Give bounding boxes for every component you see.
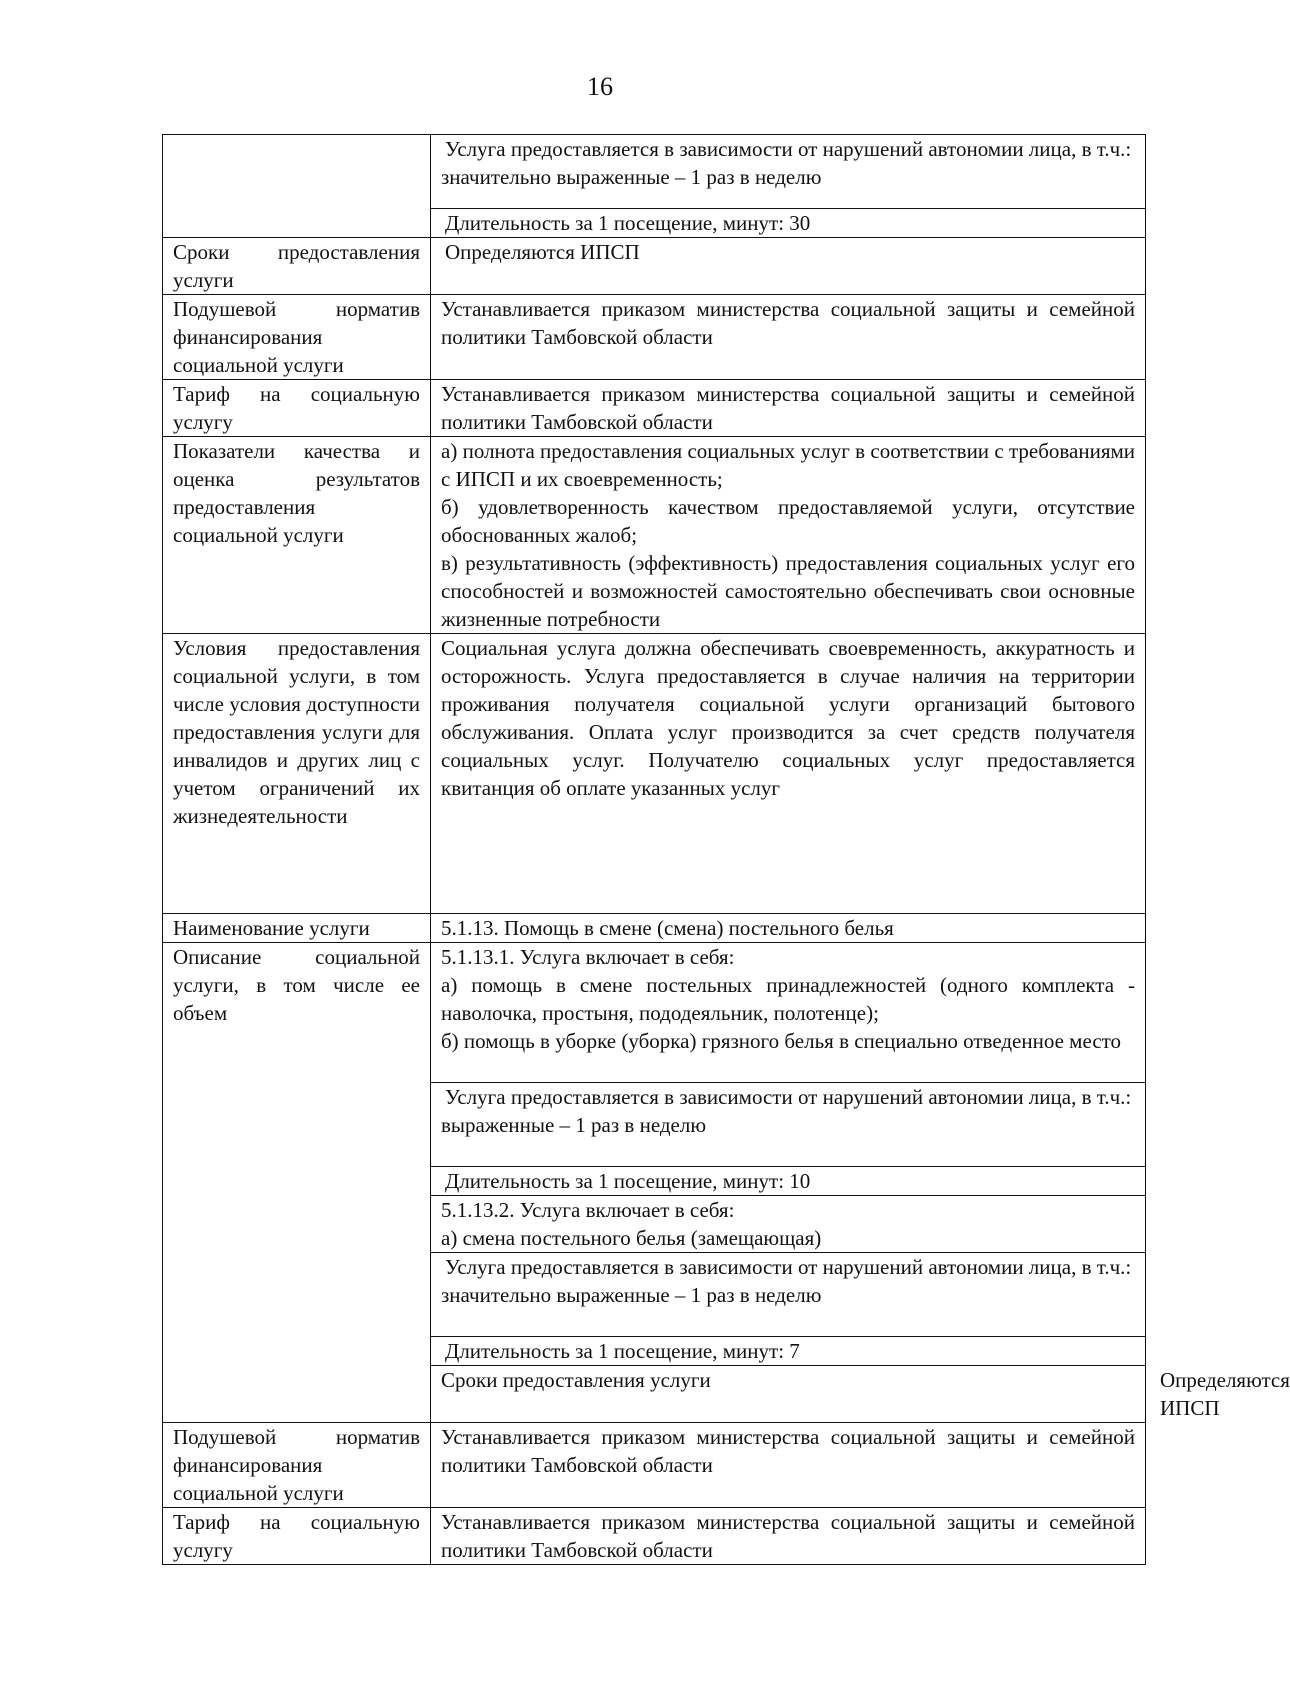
content-paragraph: значительно выраженные – 1 раз в неделю bbox=[441, 165, 822, 189]
row-content bbox=[431, 943, 1146, 1083]
row-content bbox=[431, 295, 1146, 380]
table-row bbox=[163, 943, 1146, 1083]
table-row bbox=[163, 380, 1146, 437]
content-paragraph: Длительность за 1 посещение, минут: 10 bbox=[445, 1169, 811, 1193]
row-content bbox=[431, 437, 1146, 634]
row-content bbox=[431, 238, 1146, 295]
row-content bbox=[431, 914, 1146, 943]
content-paragraph: Устанавливается приказом министерства социальной защиты и семейной политики Тамбовской области bbox=[441, 382, 1135, 434]
content-paragraph: 5.1.13.1. Услуга включает в себя: bbox=[441, 945, 735, 969]
content-paragraph: б) удовлетворенность качеством предоставляемой услуги, отсутствие обоснованных жалоб; bbox=[441, 495, 1135, 547]
content-paragraph: Устанавливается приказом министерства социальной защиты и семейной политики Тамбовской области bbox=[441, 1510, 1135, 1562]
row-label: Описание социальной услуги, в том числе ее объем bbox=[163, 943, 431, 1423]
table-row bbox=[163, 914, 1146, 943]
table-row: Сроки предоставления услуги Определяются ИПСП bbox=[163, 1366, 1146, 1423]
page-number: 16 bbox=[587, 72, 613, 101]
row-content bbox=[431, 135, 1146, 209]
table-row bbox=[163, 295, 1146, 380]
content-paragraph: Устанавливается приказом министерства социальной защиты и семейной политики Тамбовской области bbox=[441, 1425, 1135, 1477]
content-paragraph: а) смена постельного белья (замещающая) bbox=[441, 1226, 822, 1250]
row-content bbox=[431, 1423, 1146, 1508]
row-content bbox=[431, 209, 1146, 238]
row-content bbox=[431, 1508, 1146, 1565]
content-paragraph: Устанавливается приказом министерства социальной защиты и семейной политики Тамбовской области bbox=[441, 297, 1135, 349]
row-label: Показатели качества и оценка результатов предоставления социальной услуги bbox=[163, 437, 431, 634]
table-row bbox=[163, 1423, 1146, 1508]
row-label: Сроки предоставления услуги bbox=[163, 238, 431, 295]
content-paragraph: 5.1.13. Помощь в смене (смена) постельного белья bbox=[441, 916, 894, 940]
row-content bbox=[431, 1253, 1146, 1337]
row-content bbox=[431, 380, 1146, 437]
content-paragraph: Длительность за 1 посещение, минут: 30 bbox=[445, 211, 811, 235]
table-row bbox=[163, 135, 1146, 209]
content-paragraph: б) помощь в уборке (уборка) грязного белья в специально отведенное место bbox=[441, 1029, 1122, 1053]
row-content bbox=[431, 1167, 1146, 1196]
row-content bbox=[431, 1337, 1146, 1366]
content-paragraph: выраженные – 1 раз в неделю bbox=[441, 1113, 707, 1137]
row-label: Условия предоставления социальной услуги, в том числе условия доступности предоставления услуги для инвалидов и других лиц с учетом ограничений их жизнедеятельности bbox=[163, 634, 431, 914]
content-paragraph: Социальная услуга должна обеспечивать своевременность, аккуратность и осторожность. Услуга предоставляется в случае наличия на территории проживания получателя социальной услуги организаций бытового обслуживания. Оплата услуг производится за счет средств получателя социальных услуг. Получателю социальных услуг предоставляется квитанция об оплате указанных услуг bbox=[441, 636, 1135, 800]
content-paragraph: Длительность за 1 посещение, минут: 7 bbox=[445, 1339, 800, 1363]
content-paragraph: а) помощь в смене постельных принадлежностей (одного комплекта - наволочка, простыня, пододеяльник, полотенце); bbox=[441, 973, 1135, 1025]
row-label: Подушевой норматив финансирования социальной услуги bbox=[163, 1423, 431, 1508]
content-paragraph: в) результативность (эффективность) предоставления социальных услуг его способностей и возможностей самостоятельно обеспечивать свои основные жизненные потребности bbox=[441, 551, 1135, 631]
row-label: Сроки предоставления услуги bbox=[431, 1366, 1146, 1423]
content-paragraph: 5.1.13.2. Услуга включает в себя: bbox=[441, 1198, 735, 1222]
row-label-empty bbox=[163, 135, 431, 238]
content-paragraph: Определяются ИПСП bbox=[445, 240, 640, 264]
table-row bbox=[163, 238, 1146, 295]
row-label: Наименование услуги bbox=[163, 914, 431, 943]
row-label: Подушевой норматив финансирования социальной услуги bbox=[163, 295, 431, 380]
content-paragraph: Услуга предоставляется в зависимости от нарушений автономии лица, в т.ч.: bbox=[445, 1085, 1132, 1109]
row-label: Тариф на социальную услугу bbox=[163, 1508, 431, 1565]
content-paragraph: а) полнота предоставления социальных услуг в соответствии с требованиями с ИПСП и их своевременность; bbox=[441, 439, 1135, 491]
table-row bbox=[163, 437, 1146, 634]
table-row bbox=[163, 634, 1146, 914]
row-label: Тариф на социальную услугу bbox=[163, 380, 431, 437]
content-paragraph: значительно выраженные – 1 раз в неделю bbox=[441, 1283, 822, 1307]
row-content bbox=[431, 1196, 1146, 1253]
table-row bbox=[163, 1508, 1146, 1565]
row-content bbox=[431, 634, 1146, 914]
content-paragraph: Услуга предоставляется в зависимости от нарушений автономии лица, в т.ч.: bbox=[445, 1255, 1132, 1279]
services-table bbox=[162, 134, 1290, 1565]
content-paragraph: Услуга предоставляется в зависимости от нарушений автономии лица, в т.ч.: bbox=[445, 137, 1132, 161]
row-content bbox=[431, 1083, 1146, 1167]
